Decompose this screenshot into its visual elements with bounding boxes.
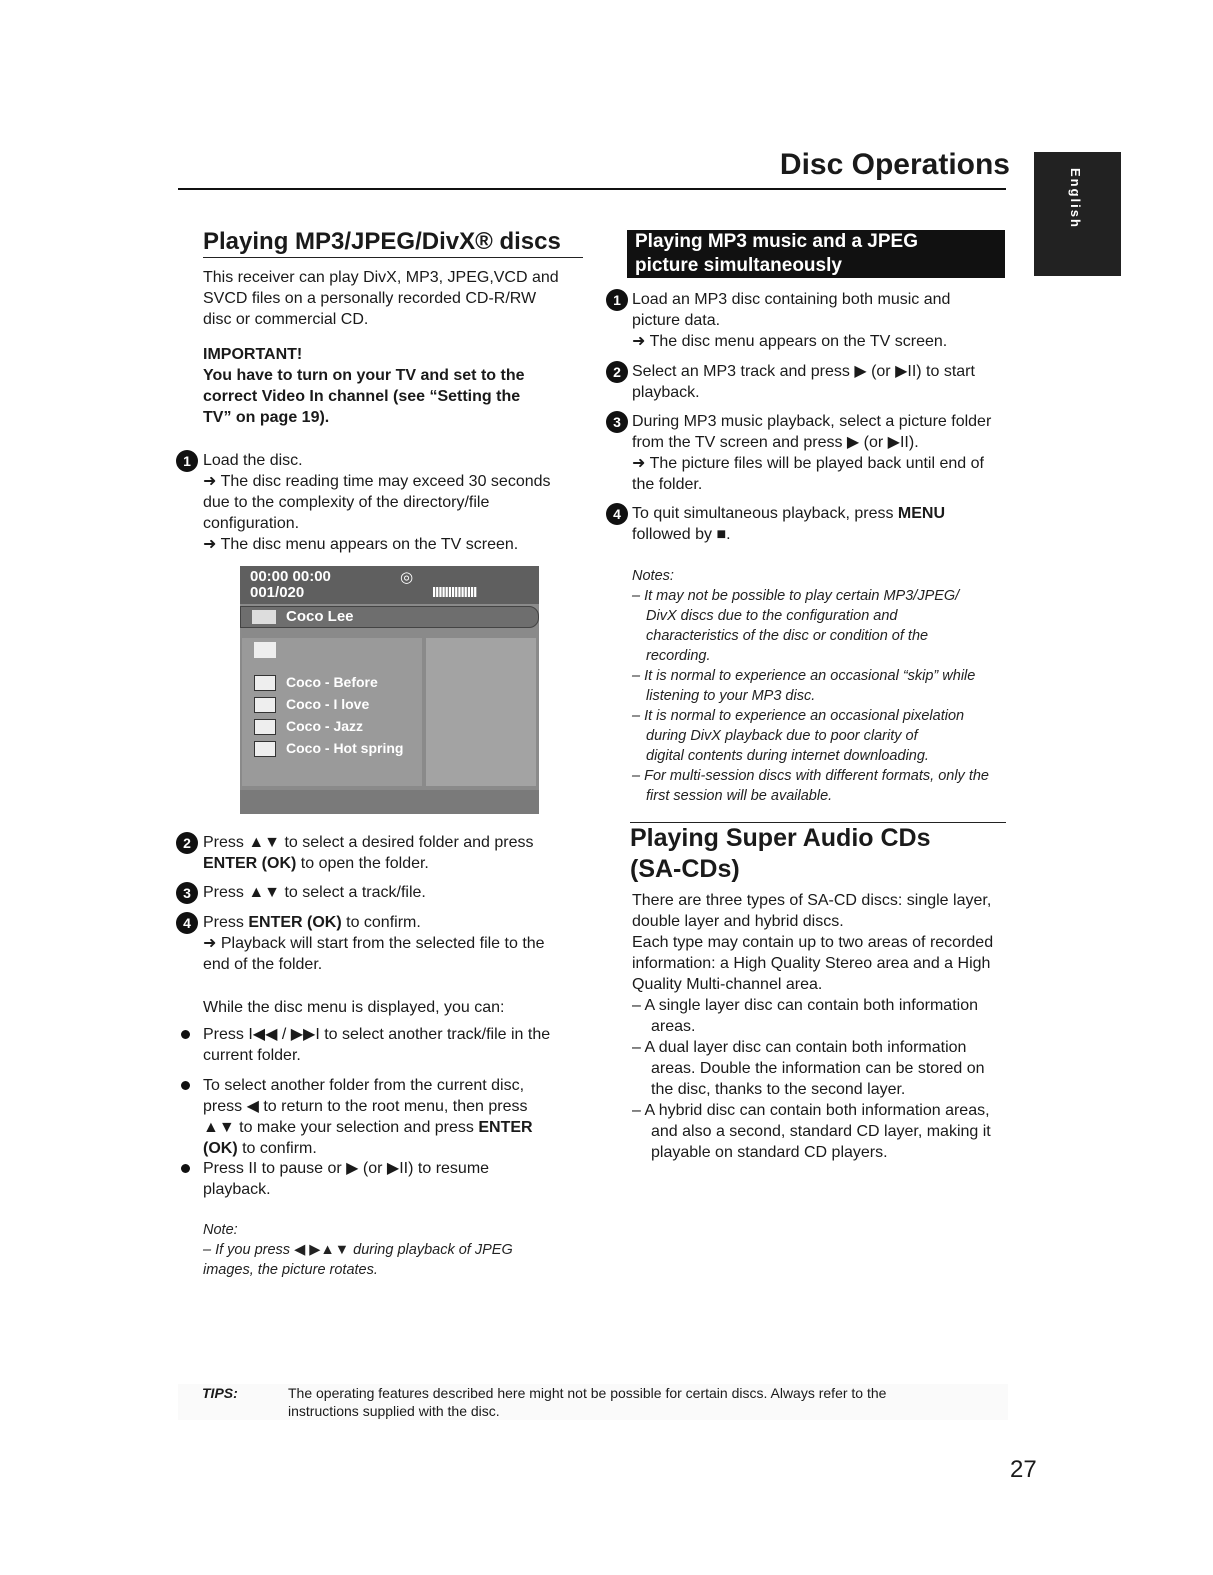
step-line [203, 853, 593, 874]
intro-line: disc or commercial CD. [203, 311, 369, 328]
step-2-text [203, 832, 593, 874]
list-item: – A single layer disc can contain both information [632, 997, 978, 1014]
intro-line: This receiver can play DivX, MP3, JPEG,VCD and [203, 269, 559, 286]
note-line: listening to your MP3 disc. [646, 688, 816, 704]
arrow-right-icon: ➜ [203, 536, 217, 553]
note-line: digital contents during internet downloading. [646, 748, 929, 764]
step-bold: ENTER (OK) [203, 855, 297, 872]
arrow-right-icon: ➜ [632, 333, 646, 350]
mp3-file-icon [254, 697, 276, 713]
step-result [203, 933, 593, 954]
step-number: 4 [606, 503, 628, 525]
result-text: The disc menu appears on the TV screen. [649, 333, 948, 350]
step-line: During MP3 music playback, select a picture folder [632, 413, 992, 430]
level-meter-icon: IIIIIIIIIIIIII [432, 584, 477, 601]
step-line [632, 503, 1008, 524]
bullet-line [203, 1117, 593, 1138]
screen-track-count: 001/020 [250, 584, 305, 601]
step-result [632, 331, 1008, 352]
list-item [254, 674, 378, 691]
bullet-line: current folder. [203, 1047, 301, 1064]
sacd-line: Each type may contain up to two areas of recorded [632, 934, 994, 951]
bullet-icon [181, 1081, 190, 1090]
screen-folder-bar [240, 606, 539, 628]
bullet-line: Press I◀◀ / ▶▶I to select another track/file in the [203, 1026, 551, 1043]
section-title-sacd [630, 822, 1006, 885]
folder-up-icon [254, 642, 276, 658]
step-line: Load the disc. [203, 452, 303, 469]
right-step-1-text [632, 289, 1008, 352]
screen-file-list [242, 638, 422, 786]
bullet-tail: to confirm. [237, 1140, 317, 1157]
file-name: Coco - Jazz [286, 718, 364, 734]
list-item: – A dual layer disc can contain both information [632, 1039, 967, 1056]
result-text: The disc menu appears on the TV screen. [220, 536, 519, 553]
right-step-2-text [632, 361, 1008, 403]
step-number: 2 [176, 832, 198, 854]
step-tail: to open the folder. [296, 855, 429, 872]
note-line: – It is normal to experience an occasional “skip” while [632, 668, 976, 684]
header-divider [178, 188, 1006, 190]
bullet-line: press ◀ to return to the root menu, then press [203, 1098, 528, 1115]
step-bold: ENTER (OK) [248, 914, 342, 931]
list-item [254, 696, 369, 713]
list-item: areas. [651, 1018, 696, 1035]
step-result [203, 471, 593, 492]
note-line: characteristics of the disc or condition of the [646, 628, 929, 644]
banner-line: picture simultaneously [635, 255, 842, 276]
intro-paragraph [203, 267, 593, 330]
note-line: – If you press ◀ ▶▲▼ during playback of JPEG [203, 1242, 513, 1258]
step-line: Load an MP3 disc containing both music and [632, 291, 951, 308]
bullet-icon [181, 1030, 190, 1039]
sacd-line: information: a High Quality Stereo area and a High [632, 955, 991, 972]
bullet-item [203, 1075, 593, 1159]
sacd-line: double layer and hybrid discs. [632, 913, 844, 930]
step-line: Press ▲▼ to select a desired folder and press [203, 834, 534, 851]
note-line: during DivX playback due to poor clarity of [646, 728, 918, 744]
mp3-file-icon [254, 675, 276, 691]
mp3-file-icon [254, 741, 276, 757]
list-item: – A hybrid disc can contain both information areas, [632, 1102, 990, 1119]
step-line: from the TV screen and press ▶ (or ▶II). [632, 434, 919, 451]
important-line: You have to turn on your TV and set to the [203, 367, 525, 384]
right-step-4-text [632, 503, 1008, 545]
disc-menu-screenshot [240, 566, 539, 814]
tips-line: instructions supplied with the disc. [288, 1403, 500, 1419]
step-line [203, 912, 593, 933]
bullet-line: playback. [203, 1181, 271, 1198]
step-number: 3 [176, 882, 198, 904]
step-number: 3 [606, 411, 628, 433]
result-text: end of the folder. [203, 956, 323, 973]
screen-bottom-bar [240, 790, 539, 814]
result-text: The disc reading time may exceed 30 seconds [220, 473, 551, 490]
screen-time: 00:00 00:00 [250, 568, 331, 585]
note-line: – For multi-session discs with different formats, only the [632, 768, 989, 784]
list-item: the disc, thanks to the second layer. [651, 1081, 906, 1098]
note-line: DivX discs due to the configuration and [646, 608, 898, 624]
screen-folder-name: Coco Lee [286, 608, 354, 625]
note-line: images, the picture rotates. [203, 1262, 378, 1278]
bullet-icon [181, 1164, 190, 1173]
step-number: 1 [176, 450, 198, 472]
step-line: playback. [632, 384, 700, 401]
bullet-line: Press II to pause or ▶ (or ▶II) to resume [203, 1160, 490, 1177]
step-line: Select an MP3 track and press ▶ (or ▶II) to start [632, 363, 975, 380]
note-line: – It may not be possible to play certain MP3/JPEG/ [632, 588, 960, 604]
important-block [203, 344, 593, 428]
arrow-right-icon: ➜ [632, 455, 646, 472]
step-post: to confirm. [341, 914, 421, 931]
right-step-3-text [632, 411, 1008, 495]
important-label: IMPORTANT! [203, 346, 303, 363]
step-line: picture data. [632, 312, 721, 329]
note-line: recording. [646, 648, 711, 664]
step-line: followed by ■. [632, 526, 731, 543]
intro-line: SVCD files on a personally recorded CD-R/RW [203, 290, 537, 307]
step-number: 4 [176, 912, 198, 934]
step-pre: Press [203, 914, 249, 931]
file-name: Coco - Before [286, 674, 378, 690]
arrow-right-icon: ➜ [203, 935, 217, 952]
mp3-file-icon [254, 719, 276, 735]
while-menu-text: While the disc menu is displayed, you can: [203, 999, 505, 1016]
sacd-line: Quality Multi-channel area. [632, 976, 823, 993]
step-result [632, 453, 1008, 474]
notes-block [632, 566, 1008, 806]
step-1-text [203, 450, 593, 555]
page-number: 27 [1010, 1456, 1037, 1483]
important-line: correct Video In channel (see “Setting the [203, 388, 521, 405]
list-item: playable on standard CD players. [651, 1144, 888, 1161]
list-item: and also a second, standard CD layer, making it [651, 1123, 991, 1140]
note-label: Note: [203, 1222, 238, 1238]
result-text: configuration. [203, 515, 300, 532]
tips-label: TIPS: [202, 1385, 238, 1401]
step-bold: MENU [897, 505, 946, 522]
result-text: Playback will start from the selected file to the [220, 935, 545, 952]
step-number: 2 [606, 361, 628, 383]
arrow-right-icon: ➜ [203, 473, 217, 490]
step-4-text [203, 912, 593, 975]
file-name: Coco - I love [286, 696, 370, 712]
banner-line: Playing MP3 music and a JPEG [635, 231, 918, 252]
sacd-paragraph [632, 890, 1008, 995]
bullet-item [203, 1024, 593, 1066]
file-name: Coco - Hot spring [286, 740, 404, 756]
result-text: The picture files will be played back until end of [649, 455, 984, 472]
notes-label: Notes: [632, 568, 674, 584]
page-title: Disc Operations [779, 148, 1010, 181]
result-text: due to the complexity of the directory/file [203, 494, 490, 511]
bullet-text: ▲▼ to make your selection and press [203, 1119, 474, 1136]
bullet-line: To select another folder from the current disc, [203, 1077, 525, 1094]
bullet-bold: (OK) [203, 1140, 238, 1157]
section-banner-mp3-jpeg [627, 230, 1005, 278]
sacd-line: There are three types of SA-CD discs: single layer, [632, 892, 992, 909]
list-item [254, 740, 403, 757]
bullet-item [203, 1158, 593, 1200]
screen-preview-pane [426, 638, 536, 786]
step-number: 1 [606, 289, 628, 311]
language-tab-label: English [1068, 168, 1083, 229]
note-block [203, 1220, 593, 1280]
sacd-list [632, 995, 1008, 1163]
disc-icon: ◎ [400, 569, 414, 586]
bullet-line [203, 1138, 593, 1159]
note-line: first session will be available. [646, 788, 833, 804]
note-line: – It is normal to experience an occasional pixelation [632, 708, 965, 724]
title-line: Playing Super Audio CDs [630, 824, 931, 852]
result-text: the folder. [632, 476, 703, 493]
step-3-text: Press ▲▼ to select a track/file. [203, 884, 426, 901]
list-item: areas. Double the information can be stored on [651, 1060, 985, 1077]
important-line: TV” on page 19). [203, 409, 330, 426]
bullet-bold: ENTER [478, 1119, 533, 1136]
list-item [254, 718, 363, 735]
tips-text [288, 1384, 1003, 1420]
title-line: (SA-CDs) [630, 855, 740, 883]
step-result [203, 534, 593, 555]
language-tab [1034, 152, 1121, 276]
tips-box [178, 1384, 1008, 1420]
section-title-mp3-jpeg-divx: Playing MP3/JPEG/DivX® discs [203, 228, 583, 258]
tips-line: The operating features described here might not be possible for certain discs. Always refer to the [288, 1385, 887, 1401]
step-pre: To quit simultaneous playback, press [632, 505, 898, 522]
folder-icon [252, 610, 276, 624]
